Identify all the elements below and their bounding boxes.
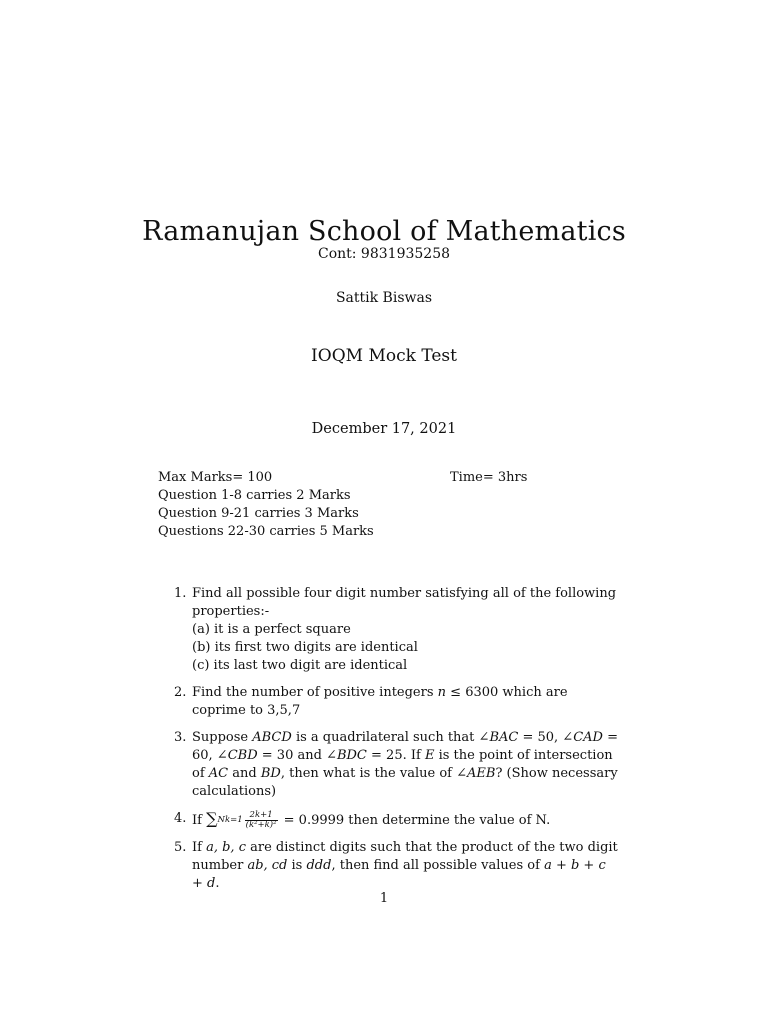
question-3 [158, 729, 618, 801]
lower-limit: k=1 [224, 815, 243, 825]
question-text [192, 840, 618, 891]
math-variable: CAD [573, 730, 603, 745]
text-segment: = 30 and ∠ [257, 748, 337, 763]
text-segment: is the point of intersection of [192, 748, 613, 781]
question-5 [158, 839, 618, 893]
question-4 [158, 810, 618, 830]
text-segment: = 50, ∠ [518, 730, 574, 745]
text-segment: . [215, 876, 220, 891]
author-name: Sattik Biswas [335, 290, 433, 306]
fraction [245, 811, 278, 830]
question-number: 1. [174, 586, 187, 601]
math-variable: n [437, 685, 447, 700]
question-2 [158, 684, 618, 720]
text-segment: Find the number of positive integers [192, 685, 438, 700]
max-marks: Max Marks= 100 [158, 470, 273, 485]
summation-symbol: ∑ [206, 809, 218, 828]
text-segment: and [228, 766, 261, 781]
time-limit: Time= 3hrs [450, 470, 528, 485]
math-variable: a + b + c + d [192, 858, 606, 891]
contact-number: Cont: 9831935258 [317, 246, 451, 262]
marks-line-3: Questions 22-30 carries 5 Marks [158, 524, 374, 539]
page-title: Ramanujan School of Mathematics [142, 216, 626, 247]
math-variable: BDC [336, 748, 367, 763]
text-segment: Suppose [192, 730, 253, 745]
math-variable: ABCD [252, 730, 292, 745]
summation-limits [218, 816, 243, 825]
upper-limit: N [217, 815, 225, 825]
text-segment: = 25. If [366, 748, 425, 763]
question-1 [158, 585, 618, 675]
fraction-denominator: (k²+k)² [245, 820, 277, 830]
text-segment: are distinct digits such that the product of the two digit number [192, 840, 618, 873]
math-variable: BD [260, 766, 281, 781]
text-segment: = 60, ∠ [192, 730, 618, 763]
question-part-b: (b) its first two digits are identical [192, 640, 418, 655]
marks-line-2: Question 9-21 carries 3 Marks [158, 506, 359, 521]
question-part-a: (a) it is a perfect square [192, 622, 351, 637]
math-variable: ddd [306, 858, 332, 873]
math-variable: CBD [227, 748, 258, 763]
text-segment: ≤ 6300 which are coprime to 3,5,7 [192, 685, 568, 718]
marks-info [158, 469, 374, 541]
text-segment: is a quadrilateral such that ∠ [291, 730, 490, 745]
question-list [158, 585, 618, 902]
test-date: December 17, 2021 [311, 421, 457, 437]
question-number: 2. [174, 685, 187, 700]
math-variable: a, b, c [206, 840, 246, 855]
question-number: 3. [174, 730, 187, 745]
question-text: Find all possible four digit number satisfying all of the following properties:- [192, 586, 617, 619]
math-variable: BAC [489, 730, 519, 745]
text-segment: is [287, 858, 307, 873]
page-number: 1 [379, 891, 389, 906]
math-variable: E [424, 748, 435, 763]
text-segment: , then what is the value of ∠ [280, 766, 467, 781]
question-text [192, 685, 568, 718]
question-number: 4. [174, 811, 187, 826]
question-number: 5. [174, 840, 187, 855]
fraction-numerator: 2k+1 [245, 811, 278, 821]
text-segment: If [192, 840, 207, 855]
math-variable: ab, cd [247, 858, 288, 873]
text-segment: If [192, 813, 207, 828]
test-title: IOQM Mock Test [311, 346, 457, 366]
math-variable: AC [208, 766, 229, 781]
text-segment: ? (Show necessary calculations) [192, 766, 618, 799]
question-text [192, 809, 551, 830]
marks-line-1: Question 1-8 carries 2 Marks [158, 488, 351, 503]
text-segment: , then find all possible values of [331, 858, 545, 873]
math-variable: AEB [467, 766, 496, 781]
text-segment: = 0.9999 then determine the value of N. [279, 813, 551, 828]
question-text [192, 730, 618, 799]
question-part-c: (c) its last two digit are identical [192, 658, 408, 673]
